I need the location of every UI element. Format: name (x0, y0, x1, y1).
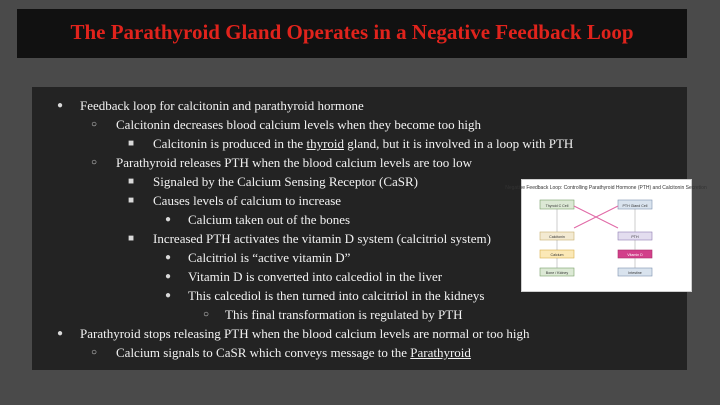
bullet-text: Calcitriol is “active vitamin D” (188, 250, 351, 265)
bottom-strip (0, 370, 720, 405)
thyroid-link[interactable]: thyroid (306, 136, 345, 151)
text-span: gland, but it is involved in a loop with PTH (344, 136, 574, 151)
bullet-text (116, 345, 471, 360)
diagram-box-label: Intestine (628, 271, 642, 275)
diagram-box-label: Vitamin D (627, 253, 643, 257)
text-span: Calcitonin is produced in the (153, 136, 307, 151)
bullet-disc-icon: ● (165, 252, 172, 263)
bullet-text (153, 136, 573, 151)
bullet-circle-icon: ○ (91, 347, 98, 358)
bullet-text: Parathyroid releases PTH when the blood calcium levels are too low (116, 155, 472, 170)
slide-title: The Parathyroid Gland Operates in a Negative Feedback Loop (70, 20, 634, 44)
bullet-square-icon: ■ (128, 195, 135, 206)
bullet-text: Calcitonin decreases blood calcium levels when they become too high (116, 117, 481, 132)
bullet-disc-icon: ● (165, 214, 172, 225)
bullet-disc-icon: ● (165, 290, 172, 301)
bullet-text: Calcium taken out of the bones (188, 212, 351, 227)
bullet-circle-icon: ○ (91, 157, 98, 168)
bullet-square-icon: ■ (128, 233, 135, 244)
bullet-text: Signaled by the Calcium Sensing Receptor (CaSR) (153, 174, 419, 189)
diagram-box-label: Calcium (550, 253, 564, 257)
diagram-box-label: Bone / Kidney (545, 271, 569, 275)
bullet-text: Causes levels of calcium to increase (153, 193, 342, 208)
bullet-text: This final transformation is regulated by PTH (225, 307, 463, 322)
bullet-text: This calcediol is then turned into calcitriol in the kidneys (188, 288, 485, 303)
diagram-box-label: Thyroid C Cell (545, 204, 569, 208)
parathyroid-link[interactable]: Parathyroid (410, 345, 471, 360)
diagram-svg (505, 180, 707, 291)
diagram-box-label: PTH (631, 235, 639, 239)
diagram-box-label: PTH Gland Cell (622, 204, 648, 208)
bullet-square-icon: ■ (128, 176, 135, 187)
bullet-circle-icon: ○ (203, 309, 210, 320)
bullet-square-icon: ■ (128, 138, 135, 149)
bullet-text: Vitamin D is converted into calcediol in the liver (188, 269, 443, 284)
feedback-diagram-image (505, 179, 707, 292)
text-span: Calcium signals to CaSR which conveys message to the (116, 345, 411, 360)
bullet-disc-icon: ● (57, 328, 64, 339)
bullet-disc-icon: ● (165, 271, 172, 282)
title-bar (17, 9, 687, 58)
bullet-text: Increased PTH activates the vitamin D system (calcitriol system) (153, 231, 491, 246)
bullet-text: Parathyroid stops releasing PTH when the blood calcium levels are normal or too high (80, 326, 530, 341)
bullet-text: Feedback loop for calcitonin and parathyroid hormone (80, 98, 364, 113)
diagram-title: Negative Feedback Loop: Controlling Parathyroid Hormone (PTH) and Calcitonin Secretion (505, 185, 707, 191)
bullet-circle-icon: ○ (91, 119, 98, 130)
diagram-box-label: Calcitonin (549, 235, 565, 239)
bullet-disc-icon: ● (57, 100, 64, 111)
